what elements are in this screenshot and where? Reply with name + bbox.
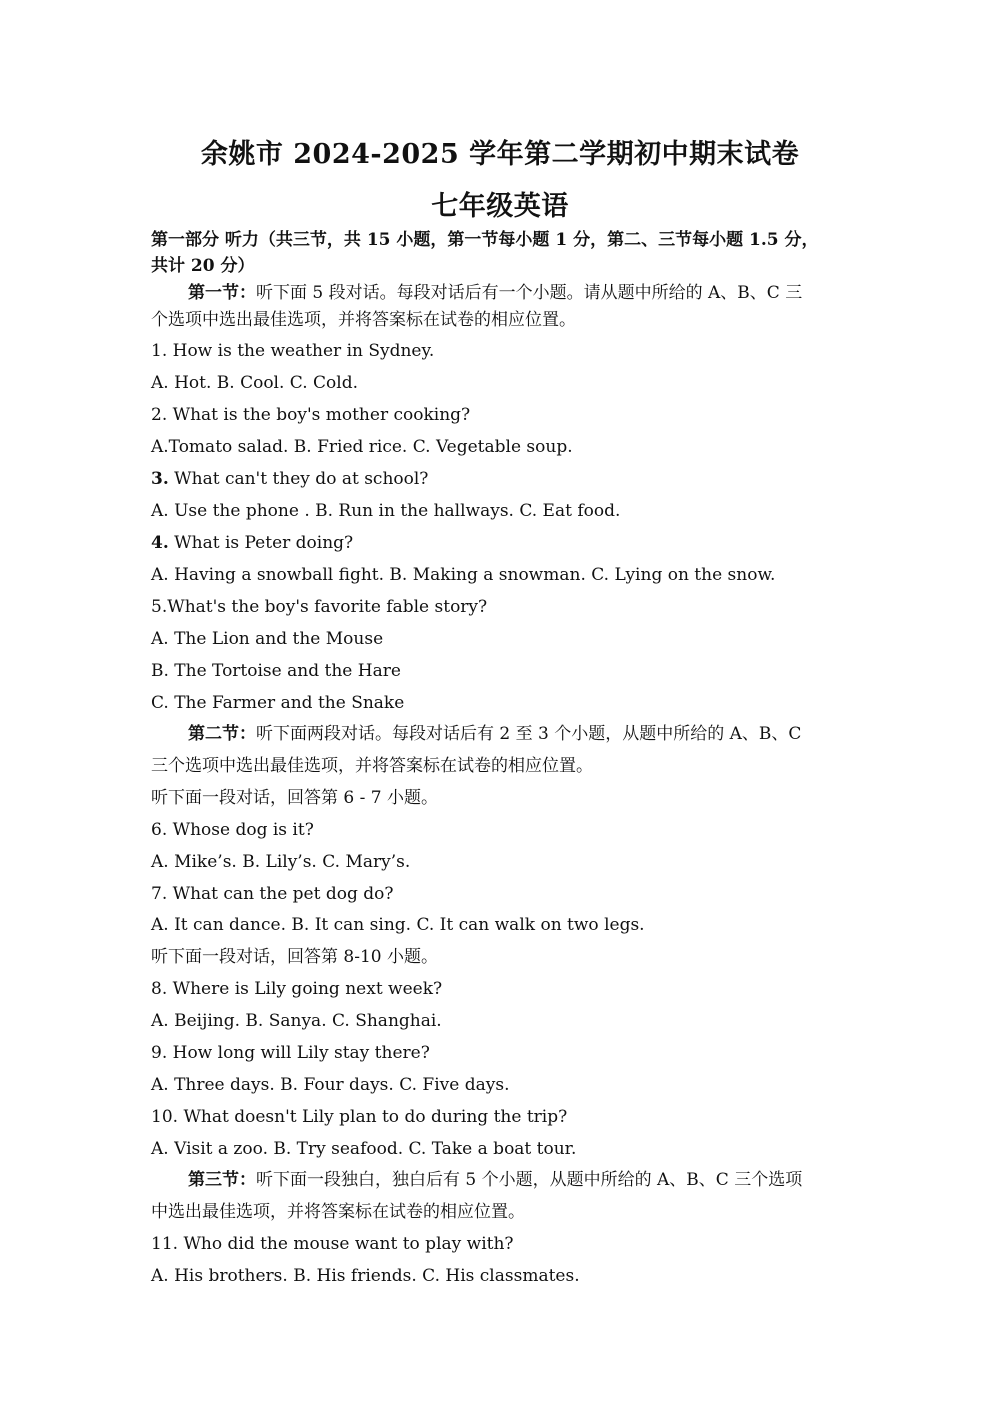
section2-label: 第二节： [188,724,256,744]
section3-label: 第三节： [188,1170,256,1190]
part1-heading-line2: 共计 20 分） [151,256,255,276]
exam-title: 余姚市 2024-2025 学年第二学期初中期末试卷 [200,139,800,170]
q6-options: A. Mike’s. B. Lily’s. C. Mary’s. [151,852,411,872]
part1-heading-line1: 第一部分 听力（共三节，共 15 小题，第一节每小题 1 分，第二、三节每小题 1.5 分， [151,230,819,250]
q10-question: 10. What doesn't Lily plan to do during the trip? [151,1107,568,1127]
q3-options: A. Use the phone . B. Run in the hallways. C. Eat food. [151,501,621,521]
q7-question: 7. What can the pet dog do? [151,884,394,904]
exam-subtitle: 七年级英语 [431,191,569,222]
q9-options: A. Three days. B. Four days. C. Five days. [151,1075,510,1095]
section1-label: 第一节： [188,283,256,303]
q10-options: A. Visit a zoo. B. Try seafood. C. Take a boat tour. [151,1139,577,1159]
section2-instruction-line2: 三个选项中选出最佳选项，并将答案标在试卷的相应位置。 [151,756,593,776]
q5-option-c: C. The Farmer and the Snake [151,693,405,713]
section2-instruction [188,723,801,745]
q6-question: 6. Whose dog is it? [151,820,314,840]
section1-instruction-line2: 个选项中选出最佳选项，并将答案标在试卷的相应位置。 [151,310,576,330]
q5-question: 5.What's the boy's favorite fable story? [151,597,488,617]
section1-instruction [188,282,802,304]
q4-options: A. Having a snowball fight. B. Making a snowman. C. Lying on the snow. [151,565,776,585]
q4-number: 4. [151,533,169,553]
q4-text: What is Peter doing? [168,533,354,553]
q5-option-b: B. The Tortoise and the Hare [151,661,401,681]
q3-question [151,468,428,490]
q11-question: 11. Who did the mouse want to play with? [151,1234,514,1254]
section3-instruction [188,1169,802,1191]
q1-options: A. Hot. B. Cool. C. Cold. [151,373,358,393]
q5-option-a: A. The Lion and the Mouse [151,629,384,649]
q3-text: What can't they do at school? [168,469,429,489]
q11-options: A. His brothers. B. His friends. C. His classmates. [151,1266,580,1286]
q8-question: 8. Where is Lily going next week? [151,979,443,999]
section2-instruction-text: 听下面两段对话。每段对话后有 2 至 3 个小题，从题中所给的 A、B、C [256,724,802,744]
section2-dialog2-note: 听下面一段对话，回答第 8-10 小题。 [151,947,438,967]
section2-dialog1-note: 听下面一段对话，回答第 6 - 7 小题。 [151,788,438,808]
section3-instruction-text: 听下面一段独白，独白后有 5 个小题，从题中所给的 A、B、C 三个选项 [256,1170,803,1190]
q2-options: A.Tomato salad. B. Fried rice. C. Vegetable soup. [151,437,573,457]
section1-instruction-text: 听下面 5 段对话。每段对话后有一个小题。请从题中所给的 A、B、C 三 [256,283,803,303]
section3-instruction-line2: 中选出最佳选项，并将答案标在试卷的相应位置。 [151,1202,525,1222]
q7-options: A. It can dance. B. It can sing. C. It can walk on two legs. [151,915,645,935]
q1-question: 1. How is the weather in Sydney. [151,341,435,361]
q9-question: 9. How long will Lily stay there? [151,1043,430,1063]
q2-question: 2. What is the boy's mother cooking? [151,405,471,425]
q8-options: A. Beijing. B. Sanya. C. Shanghai. [151,1011,442,1031]
q4-question [151,532,353,554]
q3-number: 3. [151,469,169,489]
